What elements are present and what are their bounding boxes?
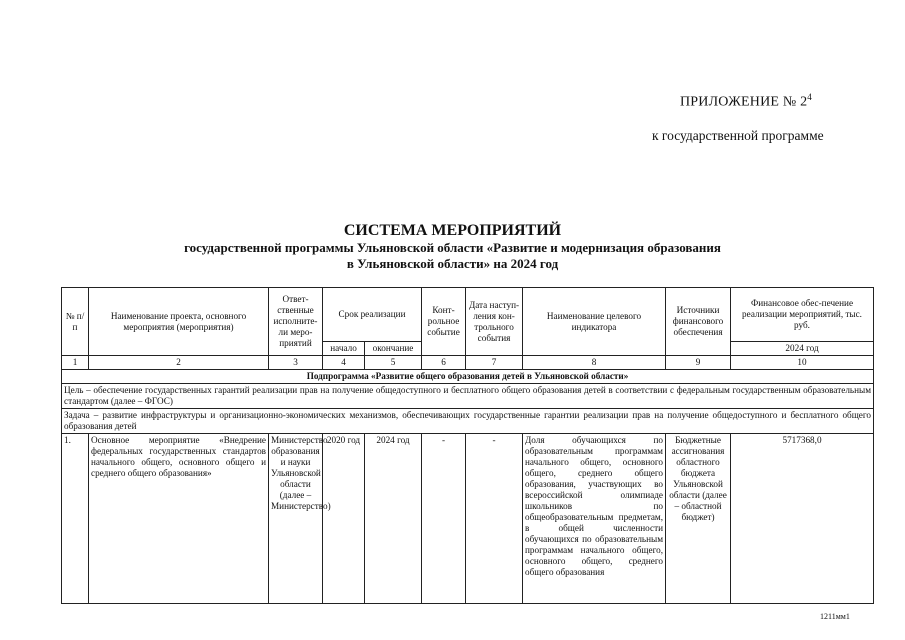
row-name: Основное мероприятие «Внедрение федеральных государственных стандартов начального общего, основного общего и среднего общего образования» xyxy=(89,434,269,604)
activities-table xyxy=(61,287,874,604)
subprogram-row xyxy=(62,370,874,384)
col-number: 1 xyxy=(62,356,89,370)
annex-superscript: 4 xyxy=(807,92,812,102)
header-control-date: Дата наступ-ления кон-трольного события xyxy=(466,288,523,356)
row-indicator: Доля обучающихся по образовательным программам начального общего, основного общего, среднего общего образования, участвующих во всероссийской олимпиаде школьников по общеобразовательным предметам, в общей численности обучающихся по образовательным программам начального общего, основного общего, среднего общего образования xyxy=(523,434,666,604)
header-finance: Финансовое обес-печение реализации мероприятий, тыс. руб. xyxy=(731,288,874,342)
annex-label: ПРИЛОЖЕНИЕ № 2 xyxy=(680,94,808,110)
subprogram-title: Подпрограмма «Развитие общего образования детей в Ульяновской области» xyxy=(62,370,874,384)
task-text: Задача – развитие инфраструктуры и организационно-экономических механизмов, обеспечивающих государственные гарантии реализации прав на получение общедоступного и бесплатного общего образования детей xyxy=(62,409,874,434)
col-number: 6 xyxy=(422,356,466,370)
col-number: 9 xyxy=(666,356,731,370)
col-number: 8 xyxy=(523,356,666,370)
col-number: 10 xyxy=(731,356,874,370)
col-number: 3 xyxy=(269,356,323,370)
row-sources: Бюджетные ассигнования областного бюджета Ульяновской области (далее – областной бюджет) xyxy=(666,434,731,604)
header-row xyxy=(62,288,874,342)
row-control-event: - xyxy=(422,434,466,604)
col-number: 4 xyxy=(323,356,365,370)
column-numbers-row xyxy=(62,356,874,370)
page-code: 1211мм1 xyxy=(820,612,850,621)
annex-subtitle: к государственной программе xyxy=(652,128,824,143)
row-end: 2024 год xyxy=(365,434,422,604)
document-title: СИСТЕМА МЕРОПРИЯТИЙ xyxy=(343,222,562,239)
row-amount: 5717368,0 xyxy=(731,434,874,604)
row-control-date: - xyxy=(466,434,523,604)
col-number: 7 xyxy=(466,356,523,370)
document-subtitle-line2: в Ульяновской области» на 2024 год xyxy=(346,256,559,271)
row-start: 2020 год xyxy=(323,434,365,604)
goal-text: Цель – обеспечение государственных гарантий реализации прав на получение общедоступного и бесплатного общего образования детей в соответствии с федеральным государственным образовательным стандартом (далее – ФГОС) xyxy=(62,384,874,409)
annex-title xyxy=(680,92,812,111)
header-control-event: Конт-рольное событие xyxy=(422,288,466,356)
document-subtitle-line1: государственной программы Ульяновской области «Развитие и модернизация образования xyxy=(184,240,721,255)
row-num: 1. xyxy=(62,434,89,604)
header-sources: Источники финансового обеспечения xyxy=(666,288,731,356)
header-end: окончание xyxy=(365,342,422,356)
row-responsible: Министерство образования и науки Ульяновской области (далее – Министерство) xyxy=(269,434,323,604)
header-indicator: Наименование целевого индикатора xyxy=(523,288,666,356)
col-number: 5 xyxy=(365,356,422,370)
header-name: Наименование проекта, основного мероприятия (мероприятия) xyxy=(89,288,269,356)
header-year: 2024 год xyxy=(731,342,874,356)
goal-row xyxy=(62,384,874,409)
header-responsible: Ответ-ственные исполните-ли меро-приятий xyxy=(269,288,323,356)
col-number: 2 xyxy=(89,356,269,370)
task-row xyxy=(62,409,874,434)
header-period: Срок реализации xyxy=(323,288,422,342)
table-row xyxy=(62,434,874,604)
header-num: № п/п xyxy=(62,288,89,356)
header-start: начало xyxy=(323,342,365,356)
